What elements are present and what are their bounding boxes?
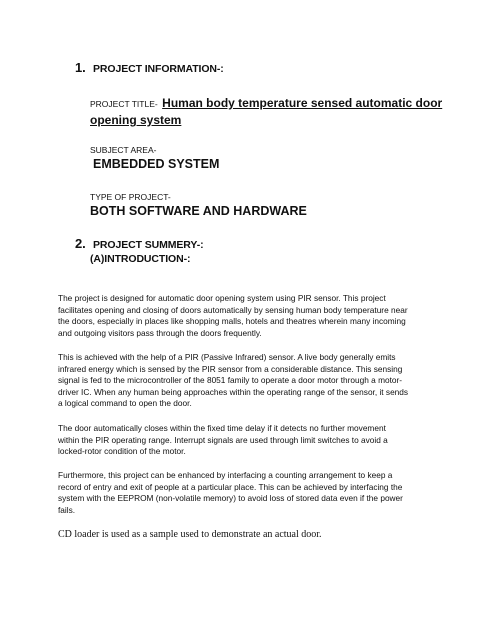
section-1-title: PROJECT INFORMATION-: [93,63,224,75]
paragraph-line: system with the EEPROM (non-volatile memory) to avoid loss of stored data even if the power [58,493,403,504]
paragraph-line: locked-rotor condition of the motor. [58,446,186,457]
paragraph-line: and outgoing visitors pass through the doors frequently. [58,327,262,338]
paragraph-line: fails. [58,504,76,515]
paragraph-line: signal is fed to the microcontroller of the 8051 family to operate a door motor through a motor- [58,375,403,386]
subject-area-label: SUBJECT AREA- [90,145,157,155]
paragraph-4 [58,470,448,516]
paragraph-3 [58,423,448,458]
paragraph-line: the doors, especially in places like shopping malls, hotels and theatres wherein many incoming [58,316,406,327]
paragraph-line: a logical command to open the door. [58,398,192,409]
project-type-value: BOTH SOFTWARE AND HARDWARE [90,204,307,218]
project-title-label: PROJECT TITLE- [90,99,158,109]
closing-line: CD loader is used as a sample used to demonstrate an actual door. [58,529,322,540]
paragraph-line: The door automatically closes within the fixed time delay if it detects no further movement [58,423,386,433]
paragraph-line: record of entry and exit of people at a particular place. This can be achieved by interfacing the [58,481,403,492]
introduction-subheading: (A)INTRODUCTION-: [90,253,191,265]
section-1-heading [75,60,224,75]
section-2-heading [75,236,204,251]
section-1-number: 1. [75,60,86,75]
subject-area-value: EMBEDDED SYSTEM [93,157,220,171]
section-2-number: 2. [75,236,86,251]
paragraph-line: facilitates opening and closing of doors automatically by sensing human body temperature near [58,304,408,315]
paragraph-line: This is achieved with the help of a PIR (Passive Infrared) sensor. A live body generally emits [58,352,396,362]
section-2-title: PROJECT SUMMERY-: [93,239,204,251]
project-title-line-2: opening system [90,113,182,127]
paragraph-line: The project is designed for automatic door opening system using PIR sensor. This project [58,293,386,303]
paragraph-line: infrared energy which is sensed by the PIR sensor from a considerable distance. This sensing [58,363,403,374]
paragraph-line: Furthermore, this project can be enhanced by interfacing a counting arrangement to keep a [58,470,393,480]
paragraph-line: driver IC. When any human being approaches within the operating range of the sensor, it sends [58,386,409,397]
paragraph-1 [58,293,448,339]
paragraph-2 [58,352,448,410]
paragraph-line: within the PIR operating range. Interrupt signals are used through limit switches to avoid a [58,434,388,445]
project-title-line-1: Human body temperature sensed automatic door [162,96,443,110]
project-type-label: TYPE OF PROJECT- [90,192,171,202]
